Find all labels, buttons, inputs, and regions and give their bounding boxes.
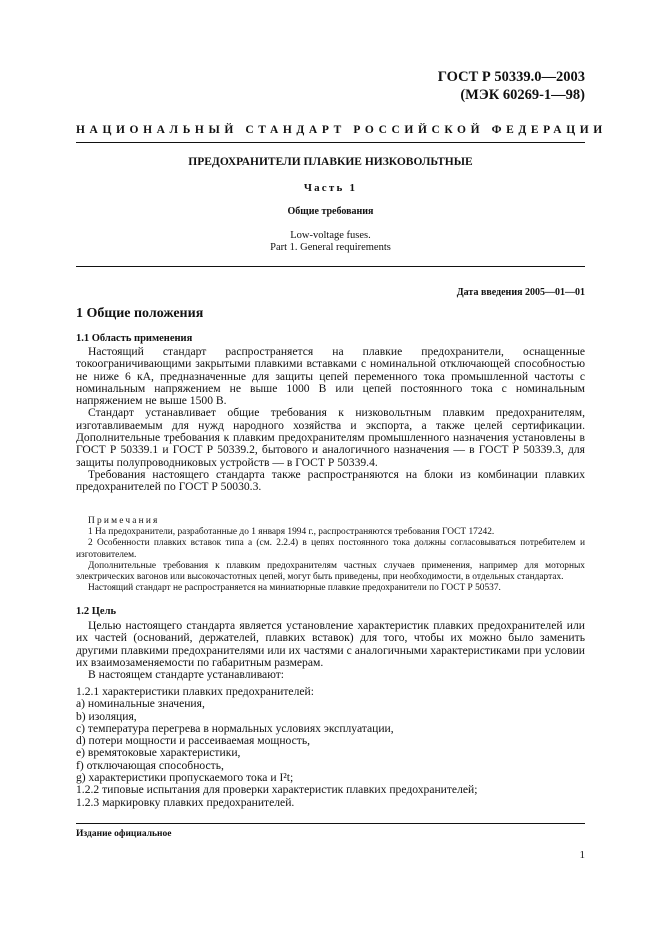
english-title-line1: Low-voltage fuses.: [290, 230, 371, 241]
document-subtitle: Общие требования: [287, 206, 374, 217]
note-item: 2 Особенности плавких вставок типа a (см. 2.2.4) в цепях постоянного тока должны согласовываться потребителем и изготовителем.: [76, 538, 585, 560]
section-heading: 1 Общие положения: [76, 306, 204, 321]
footer-divider: [76, 823, 585, 824]
paragraph: Целью настоящего стандарта является установление характеристик плавких предохранителей или их частей (оснований, держателей, плавких вставок) для того, чтобы их можно было заменить другими плавкими предохранителями или их частями с аналогичными характеристиками при условии их взаимозаменяемости по габаритным размерам.: [76, 619, 585, 669]
list-item: a) номинальные значения,: [76, 697, 205, 711]
gost-number: ГОСТ Р 50339.0—2003: [437, 69, 585, 85]
paragraph: Настоящий стандарт распространяется на плавкие предохранители, оснащенные токоограничивающими закрытыми плавкими вставками с номинальной отключающей способностью не ниже 6 кА, предназначенные для защиты цепей переменного тока промышленной частоты с номинальным напряжением не выше 1000 В или цепей постоянного тока с номинальным напряжением не выше 1500 В.: [76, 345, 585, 408]
scope-text: [76, 346, 585, 494]
list-item: g) характеристики пропускаемого тока и I²t;: [76, 771, 294, 785]
note-item: Настоящий стандарт не распространяется на миниатюрные плавкие предохранители по ГОСТ Р 50537.: [88, 583, 501, 594]
list-item: e) времятоковые характеристики,: [76, 746, 241, 760]
note-item: 1 На предохранители, разработанные до 1 января 1994 г., распространяются требования ГОСТ 17242.: [88, 527, 495, 538]
page-number: 1: [579, 849, 585, 861]
paragraph: Требования настоящего стандарта также распространяются на блоки из комбинации плавких предохранителей по ГОСТ Р 50030.3.: [76, 467, 585, 494]
header-divider: [76, 142, 585, 143]
notes-block: [76, 516, 585, 594]
list-item: c) температура перегрева в нормальных условиях эксплуатации,: [76, 721, 394, 735]
list-item: 1.2.1 характеристики плавких предохранителей:: [76, 685, 314, 698]
part-label: Часть 1: [303, 182, 358, 194]
document-number-block: [438, 68, 585, 104]
iec-number: (МЭК 60269-1—98): [460, 87, 585, 103]
list-item: 1.2.2 типовые испытания для проверки характеристик плавких предохранителей;: [76, 783, 478, 797]
subsection-heading-goal: 1.2 Цель: [76, 606, 117, 617]
paragraph: В настоящем стандарте устанавливают:: [88, 668, 284, 682]
paragraph: Стандарт устанавливает общие требования к низковольтным плавким предохранителям, изготавливаемым для нужд народного хозяйства и экспорта, а также целей сертификации. Дополнительные требования к плавким предохранителям промышленного назначения установлены в ГОСТ Р 50339.1 и ГОСТ Р 50339.2, бытового и аналогичного назначения — в ГОСТ Р 50339.3, для защиты полупроводниковых устройств — в ГОСТ Р 50339.4.: [76, 406, 585, 469]
national-standard-banner: НАЦИОНАЛЬНЫЙ СТАНДАРТ РОССИЙСКОЙ ФЕДЕРАЦИИ: [76, 124, 607, 136]
english-title: [76, 230, 585, 254]
list-item: d) потери мощности и рассеиваемая мощность,: [76, 734, 311, 748]
note-item: Дополнительные требования к плавким предохранителям частных случаев применения, например для моторных электрических вагонов или высокочастотных цепей, могут быть приведены, при необходимости, в отдельных стандартах.: [76, 560, 585, 583]
notes-title: Примечания: [88, 516, 160, 526]
goal-text: [76, 620, 585, 681]
list-item: 1.2.3 маркировку плавких предохранителей.: [76, 795, 295, 809]
list-item: f) отключающая способность,: [76, 758, 224, 772]
date-introduced: Дата введения 2005—01—01: [456, 287, 585, 298]
document-title: ПРЕДОХРАНИТЕЛИ ПЛАВКИЕ НИЗКОВОЛЬТНЫЕ: [188, 156, 473, 168]
english-title-line2: Part 1. General requirements: [270, 242, 391, 253]
subsection-heading-scope: 1.1 Область применения: [76, 333, 193, 344]
title-divider: [76, 266, 585, 267]
requirements-list: [76, 686, 585, 809]
edition-label: Издание официальное: [76, 829, 172, 839]
list-item: b) изоляция,: [76, 709, 137, 723]
